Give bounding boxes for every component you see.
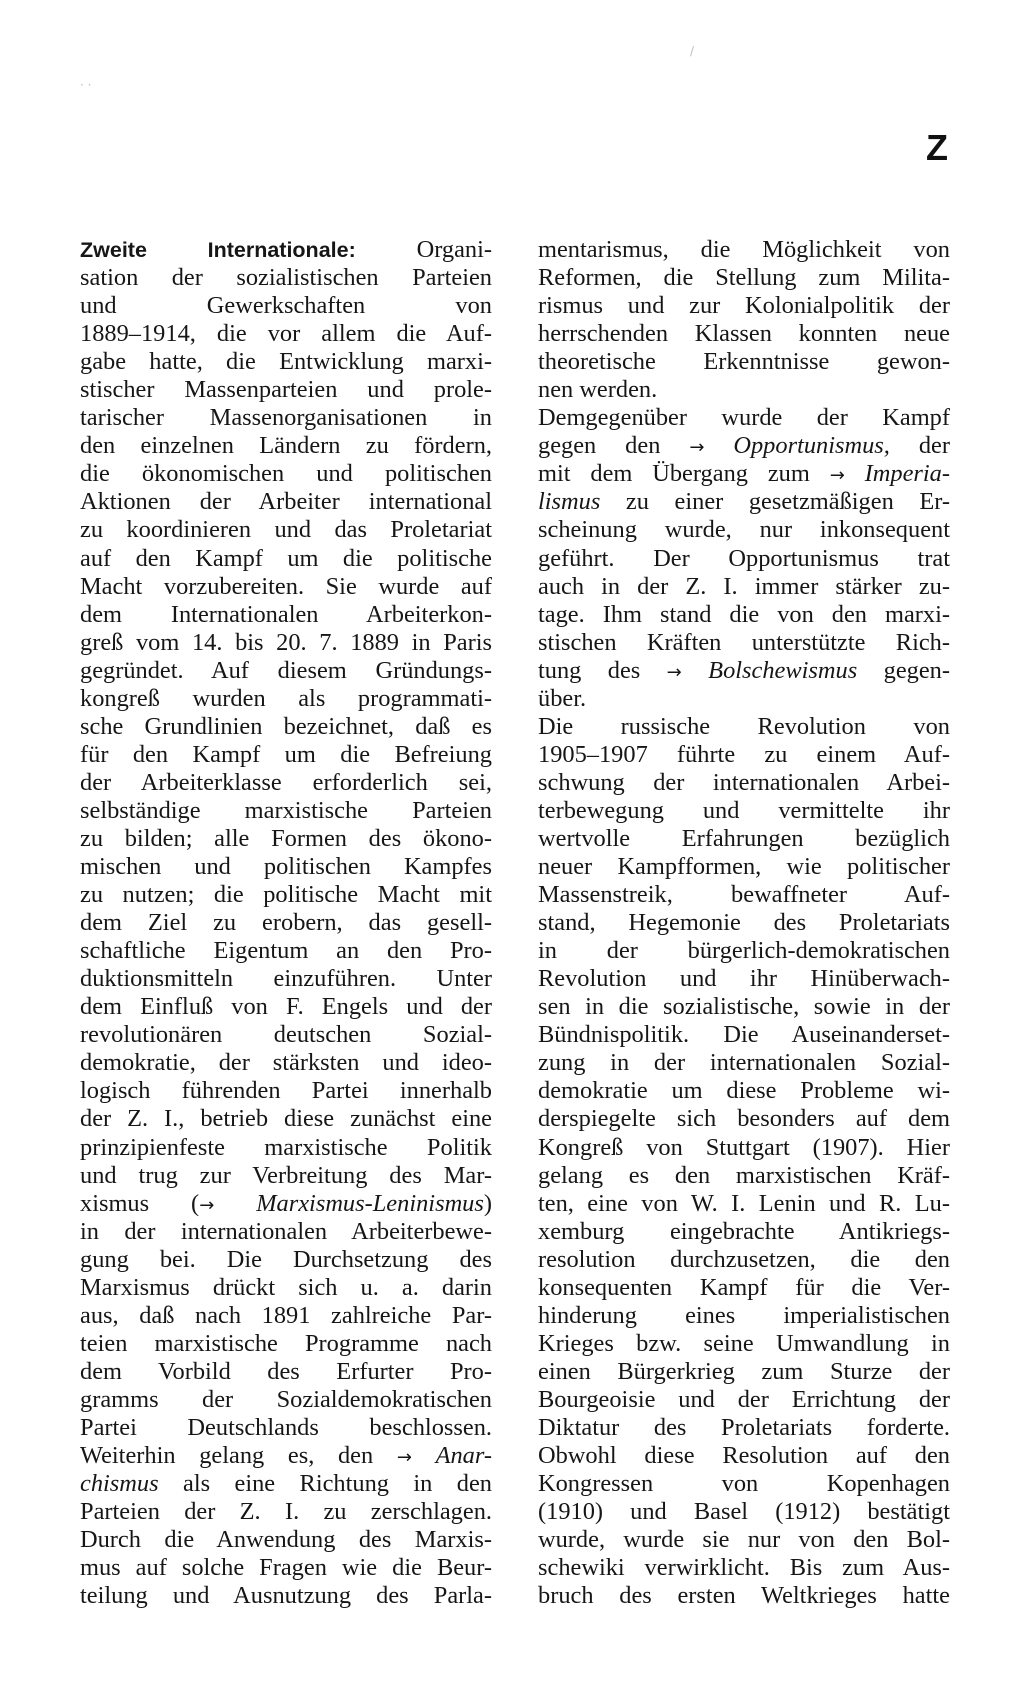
text-column-left: [80, 236, 492, 1610]
text-segment: [704, 432, 733, 459]
text-line: [80, 432, 492, 460]
text-line: [538, 1358, 950, 1386]
text-line: [80, 1021, 492, 1049]
text-line: [80, 1498, 492, 1526]
text-line: [538, 965, 950, 993]
text-line: [80, 488, 492, 516]
text-segment: gung bei. Die Durchsetzung des: [80, 1245, 492, 1273]
text-line: [538, 488, 950, 516]
cross-reference: chismus: [80, 1470, 159, 1498]
text-line: [80, 629, 492, 657]
text-segment: den einzelnen Ländern zu fördern,: [80, 432, 492, 460]
text-line: [538, 1302, 950, 1330]
text-segment: resolution durchzusetzen, die den: [538, 1245, 950, 1273]
text-line: [538, 1330, 950, 1358]
text-segment: Die russische Revolution von: [538, 712, 950, 740]
text-line: [538, 545, 950, 573]
text-segment: schaftliche Eigentum an den Pro-: [80, 937, 492, 965]
text-line: [80, 741, 492, 769]
text-segment: bruch des ersten Weltkrieges hatte: [538, 1582, 950, 1610]
text-line: [538, 1442, 950, 1470]
text-line: [538, 573, 950, 601]
text-segment: xismus (: [80, 1189, 200, 1217]
text-line: [80, 853, 492, 881]
text-segment: gegen-: [857, 656, 950, 684]
text-segment: 1905–1907 führte zu einem Auf-: [538, 740, 950, 768]
text-segment: aus, daß nach 1891 zahlreiche Par-: [80, 1301, 492, 1329]
text-segment: Krieges bzw. seine Umwandlung in: [538, 1329, 950, 1357]
text-line: [538, 1105, 950, 1133]
text-line: [538, 797, 950, 825]
text-segment: der Arbeiterklasse erforderlich sei,: [80, 768, 492, 796]
text-line: [538, 657, 950, 685]
text-line: [80, 1162, 492, 1190]
text-segment: tung des: [538, 656, 667, 684]
arrow-right-icon: →: [199, 1194, 215, 1216]
text-segment: stischer Massenparteien und prole-: [80, 376, 492, 404]
text-segment: sche Grundlinien bezeichnet, daß es: [80, 712, 492, 740]
text-line: [538, 404, 950, 432]
text-segment: demokratie um diese Probleme wi-: [538, 1077, 950, 1105]
text-segment: schwung der internationalen Arbei-: [538, 768, 950, 796]
text-segment: scheinung wurde, nur inkonsequent: [538, 516, 950, 544]
text-segment: Weiterhin gelang es, den: [80, 1442, 397, 1470]
text-segment: teilung und Ausnutzung des Parla-: [80, 1582, 492, 1610]
text-segment: Parteien der Z. I. zu zerschlagen.: [80, 1498, 492, 1526]
text-segment: schewiki verwirklicht. Bis zum Aus-: [538, 1554, 950, 1582]
text-segment: als eine Richtung in den: [158, 1470, 492, 1498]
text-segment: zu koordinieren und das Proletariat: [80, 516, 492, 544]
text-line: [538, 881, 950, 909]
text-line: [80, 460, 492, 488]
text-segment: [845, 460, 865, 487]
text-segment: Revolution und ihr Hinüberwach-: [538, 965, 950, 993]
text-line: [80, 1190, 492, 1218]
text-line: [538, 1526, 950, 1554]
cross-reference: Imperia-: [864, 460, 950, 488]
text-segment: derspiegelte sich besonders auf dem: [538, 1105, 950, 1133]
text-segment: über.: [538, 684, 587, 712]
text-line: [538, 769, 950, 797]
text-segment: Reformen, die Stellung zum Milita-: [538, 264, 950, 292]
text-segment: Kongressen von Kopenhagen: [538, 1470, 950, 1498]
text-segment: die ökonomischen und politischen: [80, 460, 492, 488]
text-line: [80, 685, 492, 713]
text-line: [538, 937, 950, 965]
text-segment: prinzipienfeste marxistische Politik: [80, 1133, 492, 1161]
text-segment: ten, eine von W. I. Lenin und R. Lu-: [538, 1189, 950, 1217]
text-line: [80, 1442, 492, 1470]
text-line: [80, 1218, 492, 1246]
text-line: [80, 264, 492, 292]
text-segment: dem Internationalen Arbeiterkon-: [80, 600, 492, 628]
text-line: [80, 320, 492, 348]
text-segment: der: [889, 432, 950, 460]
text-line: [538, 741, 950, 769]
text-segment: gelang es den marxistischen Kräf-: [538, 1161, 950, 1189]
text-line: [538, 1077, 950, 1105]
text-line: [538, 629, 950, 657]
text-segment: Partei Deutschlands beschlossen.: [80, 1413, 492, 1441]
text-segment: mit dem Übergang zum: [538, 460, 830, 488]
text-segment: stischen Kräften unterstützte Rich-: [538, 628, 950, 656]
text-line: [538, 825, 950, 853]
text-line: [538, 685, 950, 713]
cross-reference: Opportunismus,: [733, 432, 890, 460]
text-segment: in der internationalen Arbeiterbewe-: [80, 1217, 492, 1245]
text-segment: dem Ziel zu erobern, das gesell-: [80, 909, 492, 937]
text-segment: Massenstreik, bewaffneter Auf-: [538, 881, 950, 909]
text-segment: zu einer gesetzmäßigen Er-: [600, 488, 950, 516]
text-segment: selbständige marxistische Parteien: [80, 796, 492, 824]
text-line: [538, 853, 950, 881]
text-line: [538, 1582, 950, 1610]
text-segment: mus auf solche Fragen wie die Beur-: [80, 1554, 492, 1582]
text-segment: Demgegenüber wurde der Kampf: [538, 404, 950, 432]
cross-reference: Marxismus-Leninismus: [256, 1189, 484, 1217]
text-line: [538, 1218, 950, 1246]
text-line: [80, 769, 492, 797]
text-line: [80, 965, 492, 993]
text-line: [80, 545, 492, 573]
text-line: [80, 1246, 492, 1274]
text-segment: sen in die sozialistische, sowie in der: [538, 993, 950, 1021]
text-line: [538, 601, 950, 629]
text-line: [538, 376, 950, 404]
text-segment: mischen und politischen Kampfes: [80, 853, 492, 881]
text-segment: [412, 1442, 436, 1469]
text-line: [80, 601, 492, 629]
text-line: [80, 376, 492, 404]
text-line: [80, 1077, 492, 1105]
text-segment: theoretische Erkenntnisse gewon-: [538, 348, 950, 376]
text-segment: für den Kampf um die Befreiung: [80, 740, 492, 768]
text-segment: teien marxistische Programme nach: [80, 1329, 492, 1357]
text-segment: duktionsmitteln einzuführen. Unter: [80, 965, 492, 993]
text-line: [80, 573, 492, 601]
text-segment: zu nutzen; die politische Macht mit: [80, 881, 492, 909]
cross-reference: lismus: [538, 488, 601, 516]
text-line: [80, 657, 492, 685]
text-line: [80, 993, 492, 1021]
arrow-right-icon: →: [666, 661, 682, 683]
text-segment: Durch die Anwendung des Marxis-: [80, 1526, 492, 1554]
text-line: [80, 909, 492, 937]
text-line: [80, 881, 492, 909]
text-line: [80, 404, 492, 432]
text-line: [538, 1498, 950, 1526]
text-line: [80, 1414, 492, 1442]
text-line: [80, 292, 492, 320]
text-line: [80, 1049, 492, 1077]
text-line: [538, 460, 950, 488]
text-line: [80, 348, 492, 376]
text-line: [538, 1246, 950, 1274]
text-line: [80, 1358, 492, 1386]
text-segment: nen werden.: [538, 376, 658, 404]
text-segment: ): [483, 1189, 492, 1217]
text-line: [538, 348, 950, 376]
text-segment: auf den Kampf um die politische: [80, 544, 492, 572]
text-segment: hinderung eines imperialistischen: [538, 1301, 950, 1329]
text-line: [80, 1105, 492, 1133]
text-segment: Bourgeoisie und der Errichtung der: [538, 1385, 950, 1413]
text-line: [538, 432, 950, 460]
text-segment: (1910) und Basel (1912) bestätigt: [538, 1498, 950, 1526]
text-segment: neuer Kampfformen, wie politischer: [538, 853, 950, 881]
arrow-right-icon: →: [829, 465, 845, 487]
text-segment: xemburg eingebrachte Antikriegs-: [538, 1217, 950, 1245]
text-line: [80, 1582, 492, 1610]
text-line: [538, 1049, 950, 1077]
text-line: [538, 909, 950, 937]
text-segment: mentarismus, die Möglichkeit von: [538, 236, 950, 263]
text-line: [80, 1134, 492, 1162]
text-segment: Marxismus drückt sich u. a. darin: [80, 1273, 492, 1301]
text-line: [80, 937, 492, 965]
text-segment: Macht vorzubereiten. Sie wurde auf: [80, 572, 492, 600]
text-line: [538, 292, 950, 320]
text-line: [80, 1554, 492, 1582]
text-line: [80, 1330, 492, 1358]
text-segment: geführt. Der Opportunismus trat: [538, 544, 950, 572]
text-segment: konsequenten Kampf für die Ver-: [538, 1273, 950, 1301]
text-line: [538, 1414, 950, 1442]
cross-reference: Bolschewismus: [708, 656, 858, 684]
text-line: [80, 236, 492, 264]
scan-speck: · ·: [80, 78, 92, 92]
text-segment: wurde, wurde sie nur von den Bol-: [538, 1526, 950, 1554]
text-segment: tarischer Massenorganisationen in: [80, 404, 492, 432]
text-segment: zu bilden; alle Formen des ökono-: [80, 824, 492, 852]
text-line: [80, 713, 492, 741]
text-segment: herrschenden Klassen konnten neue: [538, 320, 950, 348]
text-segment: Organi-: [355, 236, 492, 263]
text-line: [538, 713, 950, 741]
text-segment: greß vom 14. bis 20. 7. 1889 in Paris: [80, 628, 492, 656]
text-segment: gabe hatte, die Entwicklung marxi-: [80, 348, 492, 376]
scan-speck: /: [690, 44, 695, 58]
text-segment: gramms der Sozialdemokratischen: [80, 1385, 492, 1413]
text-segment: dem Einfluß von F. Engels und der: [80, 993, 492, 1021]
text-segment: rismus und zur Kolonialpolitik der: [538, 292, 950, 320]
text-line: [80, 1470, 492, 1498]
text-line: [538, 993, 950, 1021]
text-segment: gegründet. Auf diesem Gründungs-: [80, 656, 492, 684]
text-line: [538, 1021, 950, 1049]
text-line: [538, 1386, 950, 1414]
text-segment: gegen den: [538, 432, 690, 460]
text-line: [538, 1554, 950, 1582]
text-column-right: [538, 236, 950, 1610]
text-line: [538, 1190, 950, 1218]
text-line: [80, 1386, 492, 1414]
text-line: [80, 516, 492, 544]
text-segment: revolutionären deutschen Sozial-: [80, 1021, 492, 1049]
text-segment: demokratie, der stärksten und ideo-: [80, 1049, 492, 1077]
text-segment: terbewegung und vermittelte ihr: [538, 796, 950, 824]
arrow-right-icon: →: [689, 437, 705, 459]
headword: Zweite Internationale:: [80, 238, 356, 262]
text-segment: der Z. I., betrieb diese zunächst eine: [80, 1105, 492, 1133]
text-line: [80, 1526, 492, 1554]
text-line: [538, 1274, 950, 1302]
text-segment: und trug zur Verbreitung des Mar-: [80, 1161, 492, 1189]
text-segment: sation der sozialistischen Parteien: [80, 264, 492, 292]
text-segment: Bündnispolitik. Die Auseinanderset-: [538, 1021, 950, 1049]
text-line: [80, 797, 492, 825]
text-segment: zung in der internationalen Sozial-: [538, 1049, 950, 1077]
text-segment: [682, 657, 708, 684]
arrow-right-icon: →: [396, 1447, 412, 1469]
text-segment: einen Bürgerkrieg zum Sturze der: [538, 1357, 950, 1385]
text-line: [538, 320, 950, 348]
text-segment: 1889–1914, die vor allem die Auf-: [80, 320, 492, 348]
cross-reference: Anar-: [435, 1442, 492, 1470]
text-segment: stand, Hegemonie des Proletariats: [538, 909, 950, 937]
text-segment: Diktatur des Proletariats forderte.: [538, 1413, 950, 1441]
text-segment: wertvolle Erfahrungen bezüglich: [538, 824, 950, 852]
text-segment: in der bürgerlich-demokratischen: [538, 937, 950, 965]
text-line: [538, 236, 950, 264]
text-segment: kongreß wurden als programmati-: [80, 684, 492, 712]
text-segment: [214, 1190, 256, 1217]
text-line: [80, 1302, 492, 1330]
text-line: [538, 1470, 950, 1498]
text-line: [80, 1274, 492, 1302]
text-segment: Aktionen der Arbeiter international: [80, 488, 492, 516]
text-line: [538, 264, 950, 292]
text-segment: und Gewerkschaften von: [80, 292, 492, 320]
text-segment: tage. Ihm stand die von den marxi-: [538, 600, 950, 628]
text-segment: dem Vorbild des Erfurter Pro-: [80, 1357, 492, 1385]
text-line: [538, 516, 950, 544]
text-line: [80, 825, 492, 853]
text-segment: logisch führenden Partei innerhalb: [80, 1077, 492, 1105]
section-letter: Z: [926, 127, 948, 168]
text-line: [538, 1162, 950, 1190]
text-segment: Obwohl diese Resolution auf den: [538, 1442, 950, 1470]
text-segment: auch in der Z. I. immer stärker zu-: [538, 572, 950, 600]
text-segment: Kongreß von Stuttgart (1907). Hier: [538, 1133, 950, 1161]
text-line: [538, 1134, 950, 1162]
